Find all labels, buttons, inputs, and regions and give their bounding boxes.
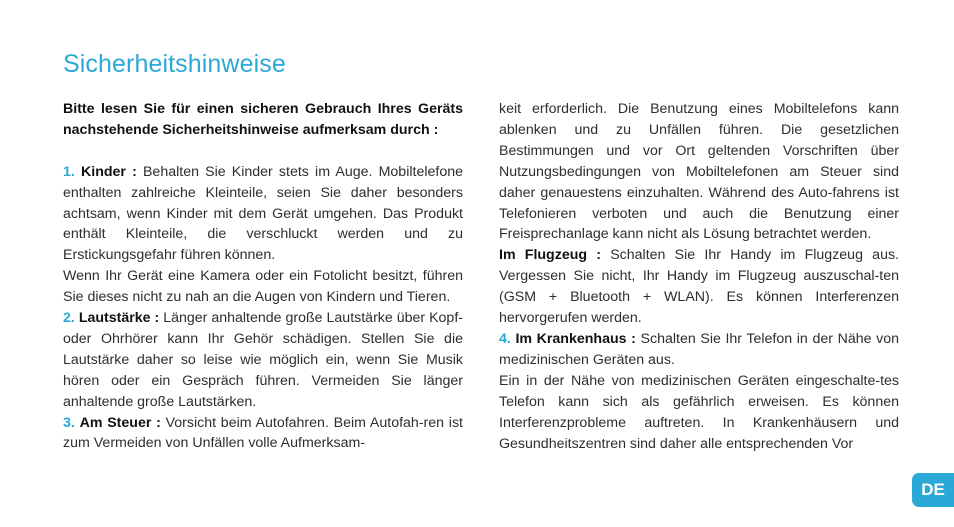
section-am-steuer-continued: keit erforderlich. Die Benutzung eines Mobiltelefons kann ablenken und zu Unfällen führen. Die gesetzlichen Bestimmungen und vor Ort geltenden Vorschriften über Nutzungsbedingungen von Mobiltelefonen am Steuer sind daher genauestens einzuhalten. Während des Auto-fahrens ist Telefonieren verboten und auch die Benutzung einer Freisprechanlage kann nicht als Lösung betrachtet werden. [499,101,899,243]
section-kinder-camera: Wenn Ihr Gerät eine Kamera oder ein Fotolicht besitzt, führen Sie dieses nicht zu nah an die Augen von Kindern und Tieren. [63,268,463,306]
section-text: Schalten Sie Ihr Handy im Flugzeug aus. Vergessen Sie nicht, Ihr Handy im Flugzeug auszuschal-ten (GSM + Bluetooth + WLAN). Es können Interferenzen hervorgerufen werden. [499,247,899,327]
section-text: Länger anhaltende große Lautstärke über Kopf- oder Ohrhörer kann Ihr Gehör schädigen. Stellen Sie die Lautstärke daher so leise wie möglich ein, wenn Sie Musik hören oder ein Gespräch führen. Vermeiden Sie länger anhaltende große Lautstärken. [63,310,463,410]
section-im-krankenhaus [499,329,899,371]
right-column [499,99,899,454]
section-am-steuer [63,413,463,455]
section-im-krankenhaus-detail: Ein in der Nähe von medizinischen Geräten eingeschalte-tes Telefon kann sich als gefährlich erweisen. Es können Interferenzprobleme auftreten. In Krankenhäusern und Gesundheitszentren sind daher alle entsprechenden Vor [499,372,899,452]
section-text: Vorsicht beim Autofahren. Beim Autofah-ren ist zum Vermeiden von Unfällen volle Aufmerksam- [63,414,463,452]
section-number: 1. [63,163,75,180]
section-kinder [63,162,463,267]
section-number: 2. [63,310,75,327]
section-heading: Im Krankenhaus : [515,330,636,347]
section-heading: Kinder : [81,163,137,180]
section-heading: Am Steuer : [79,414,161,431]
intro-text: Bitte lesen Sie für einen sicheren Gebrauch Ihres Geräts nachstehende Sicherheitshinweise aufmerksam durch : [63,101,463,138]
left-column [63,99,463,454]
section-heading: Lautstärke : [78,310,160,327]
section-im-flugzeug [499,245,899,329]
section-text: Behalten Sie Kinder stets im Auge. Mobiltelefone enthalten zahlreiche Kleinteile, seien Sie daher besonders achtsam, wenn Kinder mit dem Gerät umgehen. Das Produkt enthält Kleinteile, die verschluckt werden und zu Erstickungsgefahr führen können. [63,163,463,264]
page-title: Sicherheitshinweise [63,50,286,78]
section-number: 3. [63,414,75,431]
section-number: 4. [499,330,511,347]
section-lautstaerke [63,308,463,413]
section-heading: Im Flugzeug : [499,247,601,264]
language-badge: DE [912,473,954,507]
section-text: Schalten Sie Ihr Telefon in der Nähe von medizinischen Geräten aus. [499,330,899,368]
